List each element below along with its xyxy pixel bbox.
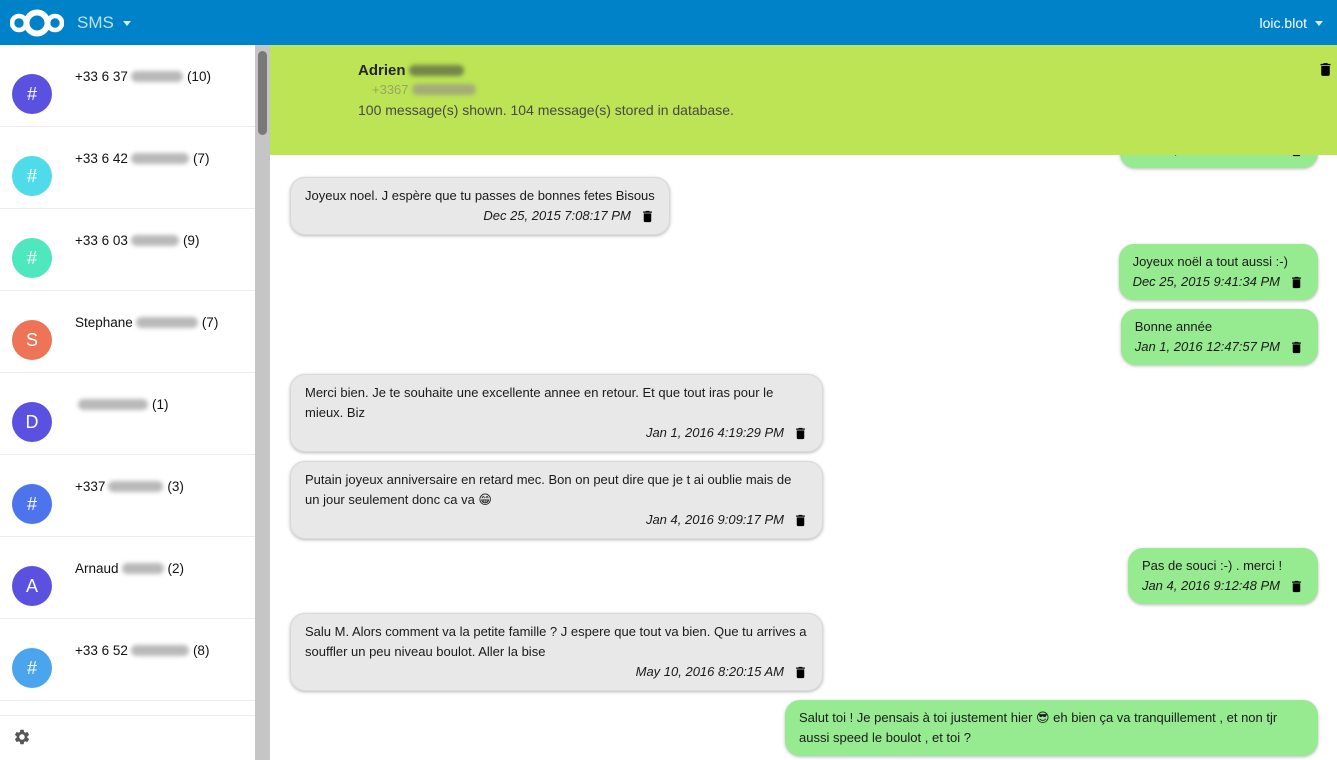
contact-list-item[interactable] [0, 209, 255, 291]
redacted-text [78, 399, 148, 410]
delete-message-icon[interactable] [793, 513, 808, 528]
contact-label: +33 6 52 (8) [75, 643, 210, 658]
app-title: SMS [77, 12, 114, 32]
delete-message-icon[interactable] [793, 665, 808, 680]
message-timestamp: Jan 1, 2016 4:19:29 PM [645, 425, 784, 440]
contact-list-item[interactable] [0, 45, 255, 127]
nextcloud-logo-icon[interactable] [10, 7, 64, 39]
message-bubble [290, 177, 670, 235]
settings-gear-icon[interactable] [13, 728, 33, 748]
message-bubble [290, 461, 823, 539]
contact-label: Stephane (7) [75, 315, 219, 330]
redacted-text [136, 317, 198, 328]
redacted-text [409, 65, 464, 76]
message-text: Joyeux noël a tout aussi :-) [1132, 254, 1288, 269]
redacted-text [131, 645, 189, 656]
redacted-text [108, 481, 163, 492]
contact-avatar: # [12, 484, 52, 524]
message-timestamp: Dec 25, 2015 9:41:34 PM [1132, 274, 1280, 289]
message-text: Joyeux noel. J espère que tu passes de bonnes fetes Bisous [305, 188, 655, 203]
redacted-text [122, 563, 164, 574]
contact-avatar: D [12, 402, 52, 442]
user-menu[interactable] [1260, 15, 1323, 31]
message-bubble [1121, 309, 1318, 365]
conversation-header [270, 45, 1337, 155]
contact-avatar: # [12, 238, 52, 278]
chevron-down-icon [1315, 21, 1323, 26]
delete-message-icon[interactable] [1289, 579, 1304, 594]
redacted-text [131, 235, 179, 246]
contact-list-item[interactable] [0, 537, 255, 619]
contact-message-count: (9) [182, 233, 200, 248]
contact-label: +33 6 42 (7) [75, 151, 210, 166]
message-bubble [1119, 244, 1318, 300]
delete-message-icon[interactable] [1289, 340, 1304, 355]
contact-label [75, 397, 169, 412]
username-label: loic.blot [1259, 14, 1307, 31]
contact-avatar: S [12, 320, 52, 360]
contact-message-count: (2) [167, 561, 185, 576]
contact-list-item[interactable] [0, 619, 255, 701]
contact-list-item[interactable] [0, 373, 255, 455]
contact-avatar: # [12, 648, 52, 688]
contact-avatar: A [12, 566, 52, 606]
contact-list-item[interactable] [0, 127, 255, 209]
conversation-contact-name: Adrien [358, 62, 1337, 79]
chevron-down-icon [123, 21, 131, 26]
delete-message-icon[interactable] [640, 209, 655, 224]
sidebar-footer [0, 715, 255, 760]
redacted-text [412, 84, 476, 95]
message-text: Merci bien. Je te souhaite une excellente annee en retour. Et que tout iras pour le mieux. Biz [305, 385, 774, 420]
redacted-text [131, 71, 183, 82]
contact-list [0, 45, 255, 701]
contact-message-count: (3) [167, 479, 184, 494]
redacted-text [131, 153, 189, 164]
conversation-phone-number: +3367 [372, 82, 1337, 97]
delete-message-icon[interactable] [793, 426, 808, 441]
contact-label: +33 6 37 (10) [75, 69, 211, 84]
message-bubble [785, 700, 1318, 756]
message-text: Salut toi ! Je pensais à toi justement hier 😎 eh bien ça va tranquillement , et non tjr aussi speed le boulot , et toi ? [799, 710, 1278, 745]
contact-message-count: (8) [192, 643, 210, 658]
contact-label: +337 (3) [75, 479, 184, 494]
top-navigation-bar [0, 0, 1337, 45]
contact-message-count: (7) [192, 151, 210, 166]
message-bubble [290, 374, 823, 452]
contact-list-item[interactable] [0, 291, 255, 373]
scrollbar-thumb[interactable] [258, 51, 267, 135]
message-bubble [1128, 548, 1318, 604]
message-text: Salu M. Alors comment va la petite famille ? J espere que tout va bien. Que tu arrives a souffler un peu niveau boulot. Aller la bise [305, 624, 807, 659]
contact-label: +33 6 03 (9) [75, 233, 200, 248]
contact-message-count: (1) [152, 397, 169, 412]
message-text: Bonne année [1134, 319, 1213, 334]
contact-label: Arnaud (2) [75, 561, 185, 576]
conversations-sidebar [0, 45, 255, 760]
app-menu[interactable] [77, 13, 131, 33]
message-bubble [290, 613, 823, 691]
delete-conversation-icon[interactable] [1317, 61, 1334, 78]
contact-avatar: # [12, 156, 52, 196]
conversation-status-text: 100 message(s) shown. 104 message(s) stored in database. [358, 102, 734, 118]
contact-avatar: # [12, 74, 52, 114]
message-timestamp: Jan 1, 2016 12:47:57 PM [1134, 339, 1280, 354]
message-timestamp: Dec 25, 2015 7:08:17 PM [483, 208, 631, 223]
delete-message-icon[interactable] [1289, 275, 1304, 290]
message-timestamp: Jan 4, 2016 9:09:17 PM [645, 512, 784, 527]
conversation-panel [270, 45, 1337, 760]
message-text: Putain joyeux anniversaire en retard mec. Bon on peut dire que je t ai oublie mais de un jour seulement donc ca va 😁 [305, 472, 792, 507]
message-timestamp: May 10, 2016 8:20:15 AM [635, 664, 784, 679]
message-text: Pas de souci :-) . merci ! [1141, 558, 1283, 573]
message-timestamp: Jan 4, 2016 9:12:48 PM [1141, 578, 1280, 593]
contact-message-count: (7) [201, 315, 219, 330]
contact-list-item[interactable] [0, 455, 255, 537]
contact-message-count: (10) [186, 69, 211, 84]
sidebar-scrollbar[interactable] [255, 45, 270, 760]
